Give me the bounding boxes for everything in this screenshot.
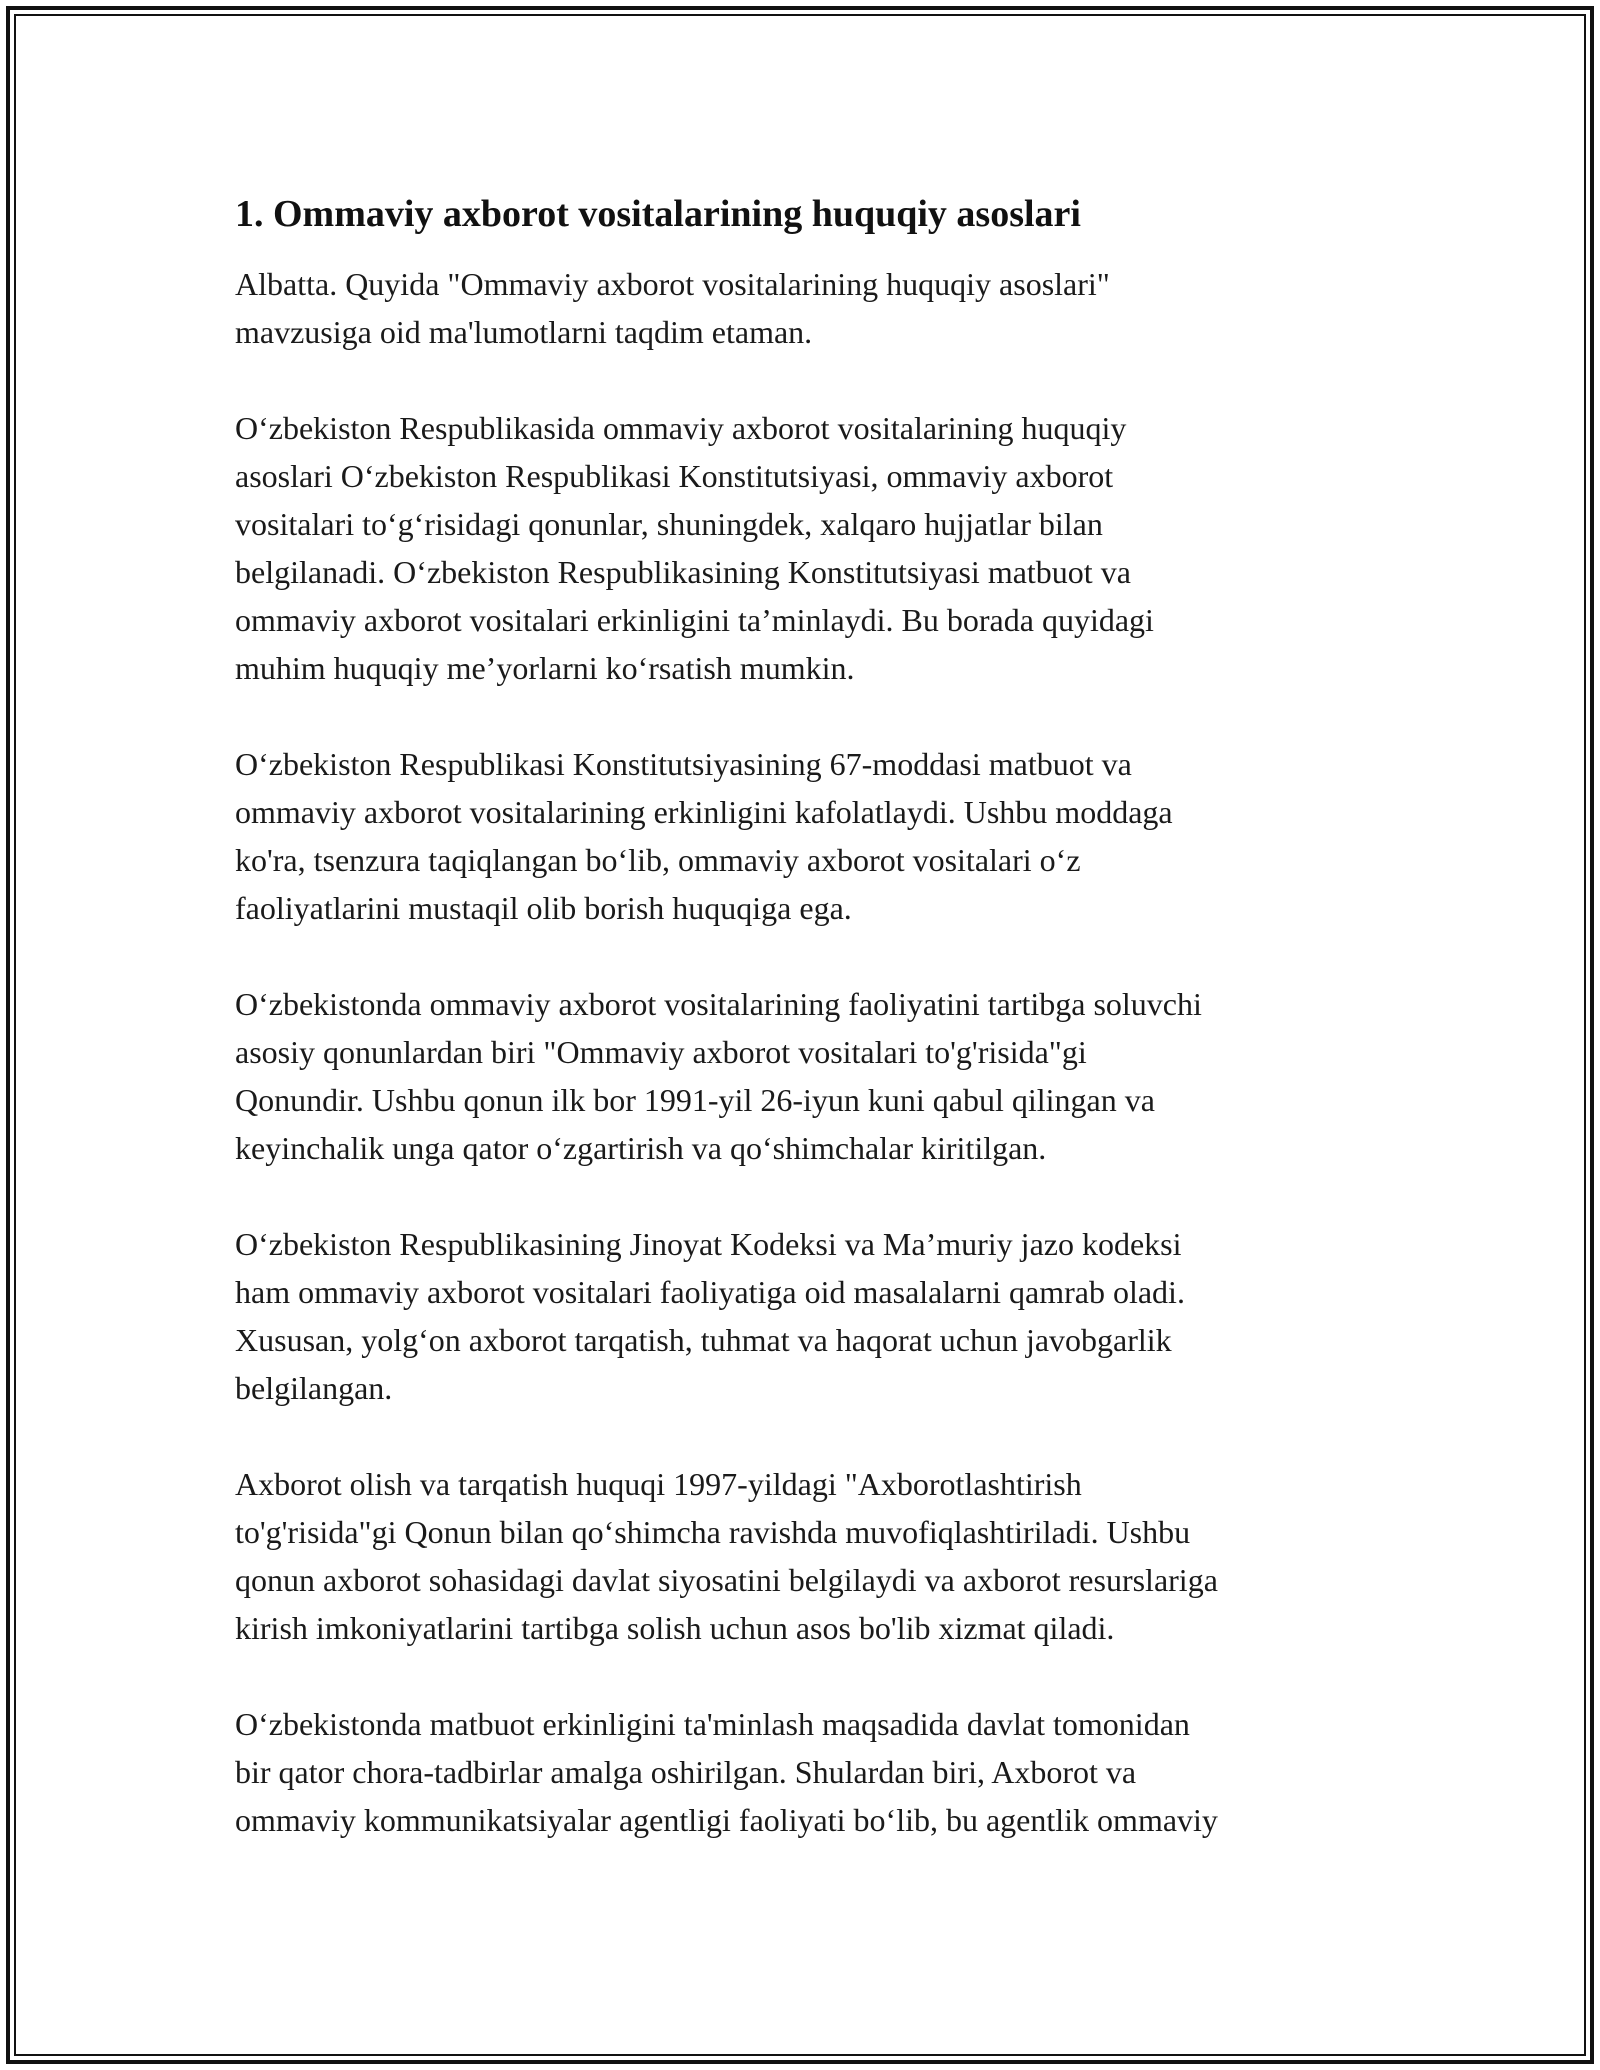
document-page <box>235 188 1375 1844</box>
paragraph-line: kirish imkoniyatlarini tartibga solish uchun asos bo'lib xizmat qiladi. <box>235 1610 1115 1646</box>
document-title: 1. Ommaviy axborot vositalarining huquqiy asoslari <box>235 193 1081 235</box>
paragraph-line: belgilangan. <box>235 1370 393 1406</box>
paragraph-line: O‘zbekistonda ommaviy axborot vositalarining faoliyatini tartibga soluvchi <box>235 986 1202 1022</box>
paragraph-line: Albatta. Quyida "Ommaviy axborot vositalarining huquqiy asoslari" <box>235 266 1110 302</box>
paragraph-line: ommaviy axborot vositalari erkinligini ta’minlaydi. Bu borada quyidagi <box>235 602 1154 638</box>
paragraph-line: asoslari O‘zbekiston Respublikasi Konstitutsiyasi, ommaviy axborot <box>235 458 1114 494</box>
paragraph-intro <box>235 260 1375 356</box>
paragraph-line: muhim huquqiy me’yorlarni ko‘rsatish mumkin. <box>235 650 855 686</box>
paragraph-line: Axborot olish va tarqatish huquqi 1997-yildagi "Axborotlashtirish <box>235 1466 1082 1502</box>
paragraph-line: Qonundir. Ushbu qonun ilk bor 1991-yil 26-iyun kuni qabul qilingan va <box>235 1082 1155 1118</box>
paragraph-line: ham ommaviy axborot vositalari faoliyatiga oid masalalarni qamrab oladi. <box>235 1274 1185 1310</box>
paragraph-article-67 <box>235 740 1375 932</box>
paragraph-line: Xususan, yolg‘on axborot tarqatish, tuhmat va haqorat uchun javobgarlik <box>235 1322 1172 1358</box>
paragraph-line: faoliyatlarini mustaqil olib borish huquqiga ega. <box>235 890 852 926</box>
paragraph-media-law <box>235 980 1375 1172</box>
paragraph-legal-basis <box>235 404 1375 692</box>
paragraph-line: keyinchalik unga qator o‘zgartirish va qo‘shimchalar kiritilgan. <box>235 1130 1047 1166</box>
paragraph-line: vositalari to‘g‘risidagi qonunlar, shuningdek, xalqaro hujjatlar bilan <box>235 506 1103 542</box>
paragraph-line: O‘zbekiston Respublikasi Konstitutsiyasining 67-moddasi matbuot va <box>235 746 1132 782</box>
paragraph-line: O‘zbekiston Respublikasining Jinoyat Kodeksi va Ma’muriy jazo kodeksi <box>235 1226 1182 1262</box>
paragraph-press-freedom <box>235 1700 1375 1844</box>
paragraph-line: mavzusiga oid ma'lumotlarni taqdim etaman. <box>235 314 813 350</box>
paragraph-line: to'g'risida"gi Qonun bilan qo‘shimcha ravishda muvofiqlashtiriladi. Ushbu <box>235 1514 1191 1550</box>
paragraph-line: O‘zbekistonda matbuot erkinligini ta'minlash maqsadida davlat tomonidan <box>235 1706 1190 1742</box>
paragraph-informatization-law <box>235 1460 1375 1652</box>
paragraph-line: asosiy qonunlardan biri "Ommaviy axborot vositalari to'g'risida"gi <box>235 1034 1087 1070</box>
paragraph-line: belgilanadi. O‘zbekiston Respublikasining Konstitutsiyasi matbuot va <box>235 554 1131 590</box>
paragraph-line: ommaviy kommunikatsiyalar agentligi faoliyati bo‘lib, bu agentlik ommaviy <box>235 1802 1218 1838</box>
paragraph-line: qonun axborot sohasidagi davlat siyosatini belgilaydi va axborot resurslariga <box>235 1562 1218 1598</box>
paragraph-line: bir qator chora-tadbirlar amalga oshirilgan. Shulardan biri, Axborot va <box>235 1754 1137 1790</box>
paragraph-line: ommaviy axborot vositalarining erkinligini kafolatlaydi. Ushbu moddaga <box>235 794 1173 830</box>
paragraph-line: O‘zbekiston Respublikasida ommaviy axborot vositalarining huquqiy <box>235 410 1127 446</box>
paragraph-line: ko'ra, tsenzura taqiqlangan bo‘lib, ommaviy axborot vositalari o‘z <box>235 842 1081 878</box>
paragraph-criminal-code <box>235 1220 1375 1412</box>
